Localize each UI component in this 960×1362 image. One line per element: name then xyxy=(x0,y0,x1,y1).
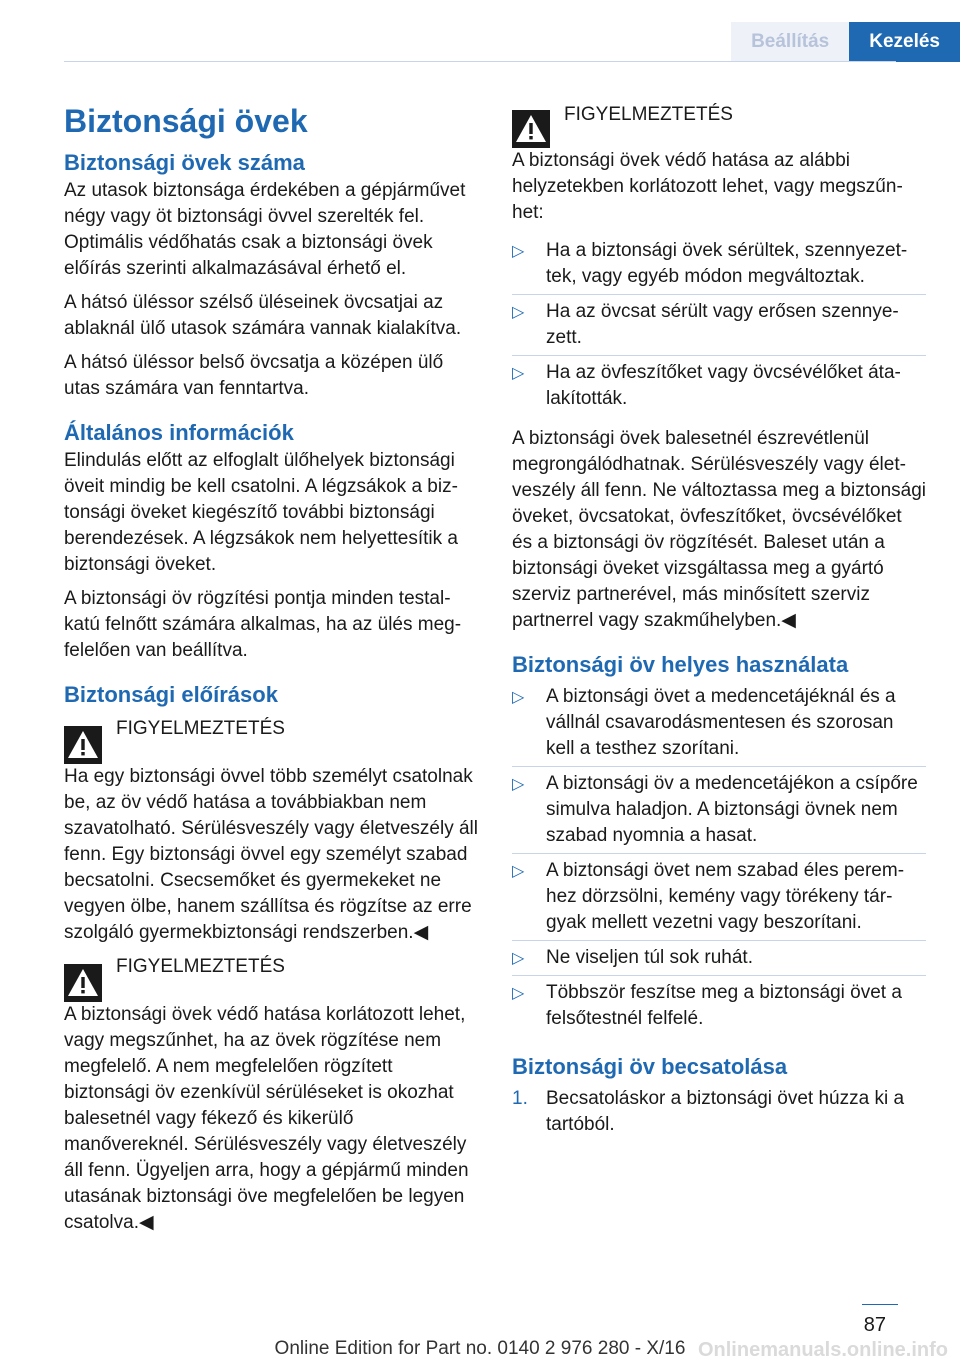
step-number: 1. xyxy=(512,1088,528,1109)
page-number-rule xyxy=(862,1304,898,1305)
triangle-bullet-icon: ▷ xyxy=(512,689,525,706)
warning-text: A biztonsági övek védő hatása az alábbi helyzetekben korlátozott lehet, vagy megszűnhet: xyxy=(512,150,903,223)
warning-block xyxy=(64,954,480,1236)
warning-triangle-icon xyxy=(512,110,550,148)
section-heading-general-info: Általános információk xyxy=(64,420,294,445)
left-column xyxy=(64,92,480,1244)
warning-triangle-icon xyxy=(64,726,102,764)
triangle-bullet-icon: ▷ xyxy=(512,863,525,880)
warning-text: Ha egy biztonsági övvel több személyt csatolnak be, az öv védő hatása a továbbiakban nem szavatolható. Sérülésveszély vagy életveszély áll fenn. Egy biztonsági övvel egy személyt szabad becsatolni. Csecsemőket és gyermekeket ne vegyen ölbe, hanem szállítsa és rögzítse az erre szolgáló gyermekbiztonsági rendszerben.◀ xyxy=(64,766,478,943)
warning-list xyxy=(512,234,926,416)
list-item: ▷ A biztonsági öv a medencetájékon a csípőre simulva haladjon. A biztonsági övnek nem szabad nyomnia a hasat. xyxy=(512,767,926,854)
warning-text: A biztonsági övek védő hatása korlátozott lehet, vagy megszűnhet, ha az övek rögzítése nem megfelelő. A nem megfelelően rögzített biztonsági öv ezenkívül sérüléseket is okozhat balesetnél vagy fékező és kikerülő manővereknél. Sérülésveszély vagy életveszély áll fenn. Ügyeljen arra, hogy a gépjármű minden utasának biztonsági öve megfelelően be legyen csatolva.◀ xyxy=(64,1004,469,1233)
header-divider xyxy=(64,61,896,62)
warning-triangle-icon xyxy=(64,964,102,1002)
paragraph: A biztonsági öv rögzítési pontja minden testalkatú felnőtt számára alkalmas, ha az ülés megfelelően van beállítva. xyxy=(64,588,462,661)
page-number: 87 xyxy=(863,1314,886,1336)
usage-list xyxy=(512,680,926,1036)
list-item: ▷ Ha az övfeszítőket vagy övcsévélőket átalakították. xyxy=(512,362,901,409)
page-title: Biztonsági övek xyxy=(64,103,308,139)
paragraph: Elindulás előtt az elfoglalt ülőhelyek biztonsági öveit mindig be kell csatolni. A légzsákok a biztonsági öveket kiegészítő további biztonsági berendezések. A légzsákok nem helyettesítik a biztonsági öveket. xyxy=(64,450,458,575)
tab-kezeles[interactable]: Kezelés xyxy=(849,22,960,62)
list-item: ▷ Ha a biztonsági övek sérültek, szennyezettek, vagy egyéb módon megváltoztak. xyxy=(512,234,926,295)
section-heading-correct-use: Biztonsági öv helyes használata xyxy=(512,652,849,677)
right-column xyxy=(512,92,926,1142)
list-item: ▷ Ne viseljen túl sok ruhát. xyxy=(512,941,926,976)
triangle-bullet-icon: ▷ xyxy=(512,365,525,382)
warning-title: FIGYELMEZTETÉS xyxy=(116,718,285,739)
fastening-steps xyxy=(512,1082,926,1142)
tab-beallitas[interactable]: Beállítás xyxy=(731,22,849,62)
warning-title: FIGYELMEZTETÉS xyxy=(564,104,733,125)
triangle-bullet-icon: ▷ xyxy=(512,243,525,260)
warning-block xyxy=(64,716,480,946)
section-heading-belt-count: Biztonsági övek száma xyxy=(64,150,305,175)
chapter-tabs xyxy=(731,22,960,62)
paragraph: A hátsó üléssor szélső üléseinek övcsatjai az ablaknál ülő utasok számára vannak kialakítva. xyxy=(64,292,462,339)
triangle-bullet-icon: ▷ xyxy=(512,776,525,793)
warning-block xyxy=(512,102,926,226)
list-item: ▷ Ha az övcsat sérült vagy erősen szennyezett. xyxy=(512,295,926,356)
section-heading-fastening: Biztonsági öv becsatolása xyxy=(512,1054,788,1079)
triangle-bullet-icon: ▷ xyxy=(512,304,525,321)
paragraph: Az utasok biztonsága érdekében a gépjárművet négy vagy öt biztonsági övvel szerelték fel. Optimális védőhatás csak a biztonsági övek előírás szerinti alkalmazásával érhető el. xyxy=(64,180,466,279)
list-item: ▷ A biztonsági övet a medencetájéknál és a vállnál csavarodásmentesen és szorosan kell a testhez szorítani. xyxy=(512,680,926,767)
step-item: 1. Becsatoláskor a biztonsági övet húzza ki a tartóból. xyxy=(512,1088,905,1135)
edition-footer: Online Edition for Part no. 0140 2 976 280 - X/16 xyxy=(274,1338,686,1359)
paragraph: A biztonsági övek balesetnél észrevétlenül megrongálódhatnak. Sérülésveszély vagy életveszély áll fenn. Ne változtassa meg a biztonsági öveket, övcsatokat, övfeszítőket, övcsévélőket és a biztonsági öv rögzítését. Baleset után a biztonsági öveket vizsgáltassa meg a gyártó szerviz partnerével, más minősített szerviz partnerrel vagy szakműhelyben.◀ xyxy=(512,428,926,631)
paragraph: A hátsó üléssor belső övcsatja a középen ülő utas számára van fenntartva. xyxy=(64,352,444,399)
watermark: Onlinemanuals.online.info xyxy=(697,1339,948,1361)
list-item: ▷ A biztonsági övet nem szabad éles peremhez dörzsölni, kemény vagy törékeny tárgyak mellett vezetni vagy beszorítani. xyxy=(512,854,926,941)
list-item: ▷ Többször feszítse meg a biztonsági övet a felsőtestnél felfelé. xyxy=(512,982,902,1029)
triangle-bullet-icon: ▷ xyxy=(512,985,525,1002)
section-heading-safety-rules: Biztonsági előírások xyxy=(64,682,278,707)
triangle-bullet-icon: ▷ xyxy=(512,950,525,967)
warning-title: FIGYELMEZTETÉS xyxy=(116,956,285,977)
